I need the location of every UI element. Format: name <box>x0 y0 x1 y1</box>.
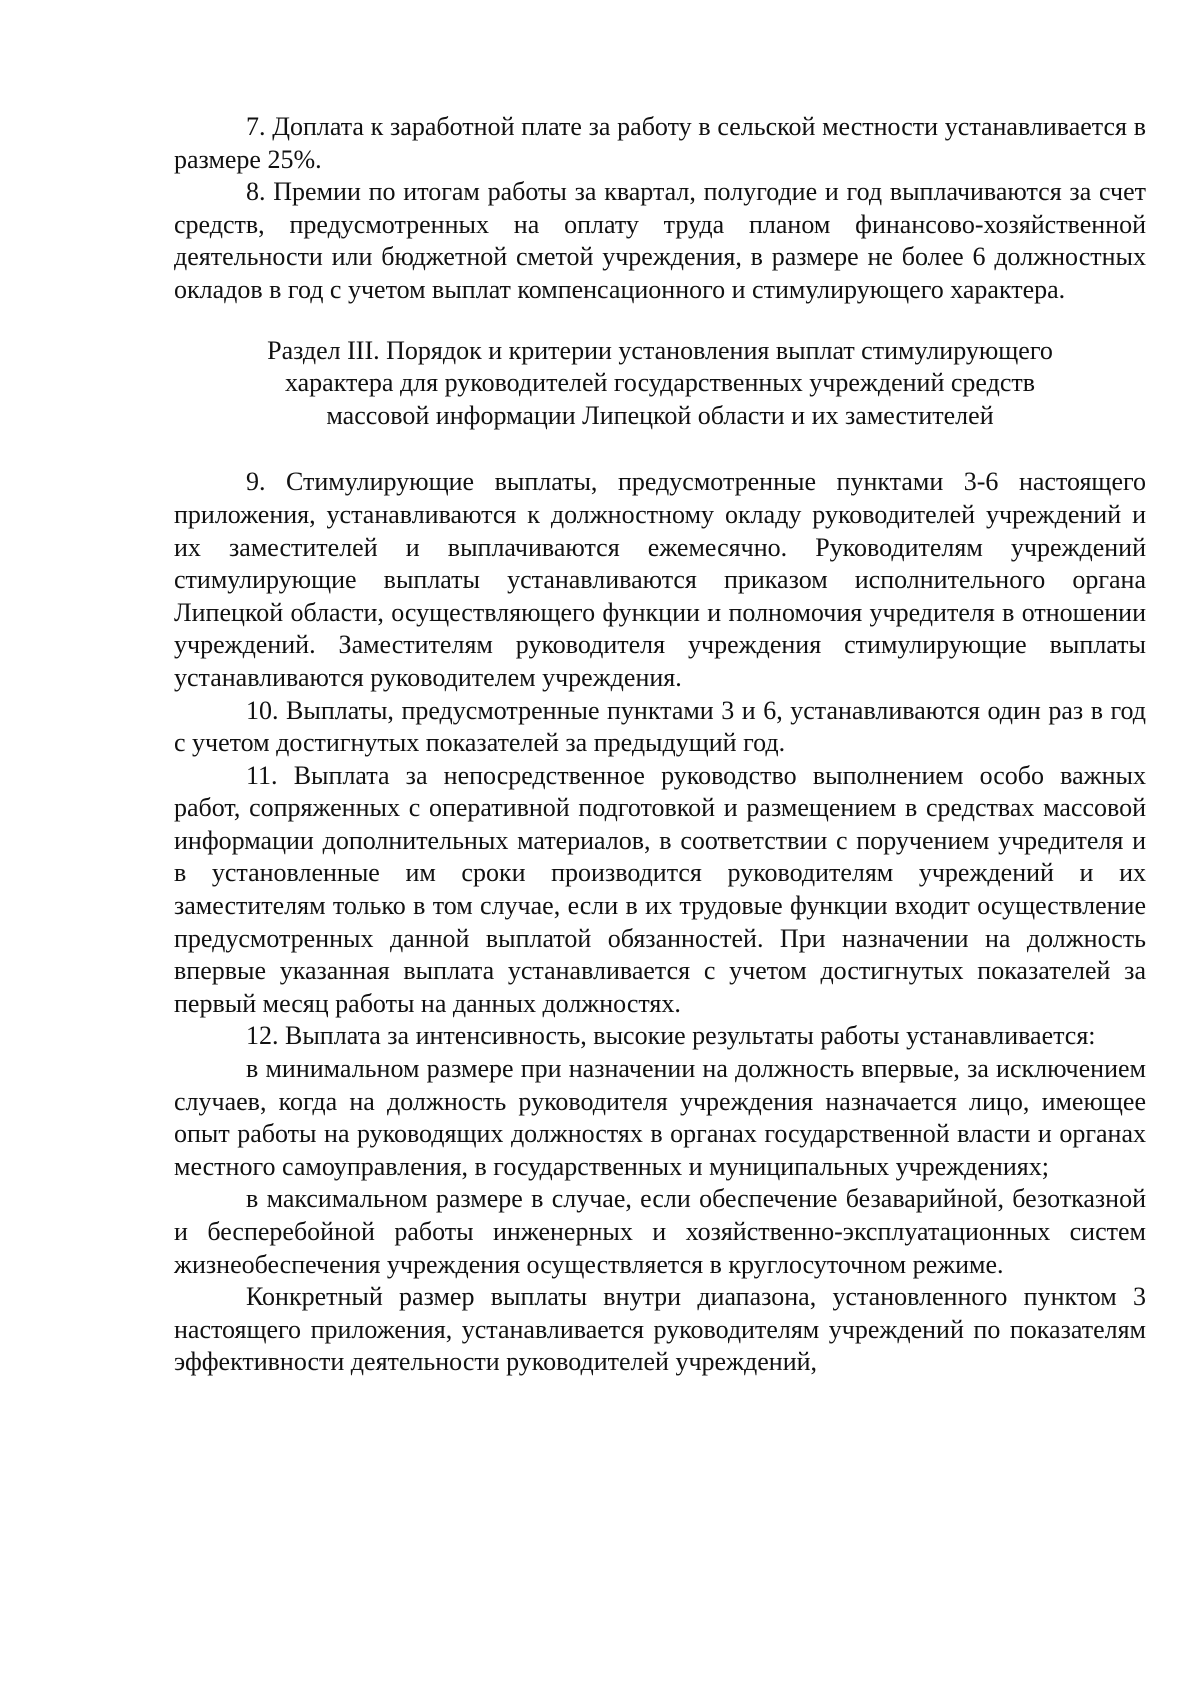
paragraph-10: 10. Выплаты, предусмотренные пунктами 3 и 6, устанавливаются один раз в год с учетом достигнутых показателей за предыдущий год. <box>174 695 1146 758</box>
paragraph-8: 8. Премии по итогам работы за квартал, полугодие и год выплачиваются за счет средств, предусмотренных на оплату труда планом финансово-хозяйственной деятельности или бюджетной сметой учреждения, в размере не более 6 должностных окладов в год с учетом выплат компенсационного и стимулирующего характера. <box>174 177 1146 304</box>
section-heading <box>174 335 1146 433</box>
paragraph-9: 9. Стимулирующие выплаты, предусмотренные пунктами 3-6 настоящего приложения, устанавливаются к должностному окладу руководителей учреждений и их заместителей и выплачиваются ежемесячно. Руководителям учреждений стимулирующие выплаты устанавливаются приказом исполнительного органа Липецкой области, осуществляющего функции и полномочия учредителя в отношении учреждений. Заместителям руководителя учреждения стимулирующие выплаты устанавливаются руководителем учреждения. <box>174 467 1146 692</box>
paragraph-12-minimum: в минимальном размере при назначении на должность впервые, за исключением случаев, когда на должность руководителя учреждения назначается лицо, имеющее опыт работы на руководящих должностях в органах государственной власти и органах местного самоуправления, в государственных и муниципальных учреждениях; <box>174 1054 1146 1181</box>
section-heading-line-2: характера для руководителей государственных учреждений средств <box>284 368 1035 398</box>
paragraph-12: 12. Выплата за интенсивность, высокие результаты работы устанавливается: <box>246 1021 1096 1051</box>
paragraph-specific-size: Конкретный размер выплаты внутри диапазона, установленного пунктом 3 настоящего приложения, устанавливается руководителям учреждений по показателям эффективности деятельности руководителей учреждений, <box>174 1282 1146 1377</box>
section-heading-line-3: массовой информации Липецкой области и их заместителей <box>326 400 994 430</box>
section-heading-line-1: Раздел III. Порядок и критерии установления выплат стимулирующего <box>267 335 1053 365</box>
document-body <box>174 111 1146 1379</box>
paragraph-7: 7. Доплата к заработной плате за работу в сельской местности устанавливается в размере 25%. <box>174 112 1146 174</box>
paragraph-12-maximum: в максимальном размере в случае, если обеспечение безаварийной, безотказной и бесперебойной работы инженерных и хозяйственно-эксплуатационных систем жизнеобеспечения учреждения осуществляется в круглосуточном режиме. <box>174 1184 1146 1279</box>
paragraph-11: 11. Выплата за непосредственное руководство выполнением особо важных работ, сопряженных с оперативной подготовкой и размещением в средствах массовой информации дополнительных материалов, в соответствии с поручением учредителя и в установленные им сроки производится руководителям учреждений и их заместителям только в том случае, если в их трудовые функции входит осуществление предусмотренных данной выплатой обязанностей. При назначении на должность впервые указанная выплата устанавливается с учетом достигнутых показателей за первый месяц работы на данных должностях. <box>174 760 1146 1018</box>
